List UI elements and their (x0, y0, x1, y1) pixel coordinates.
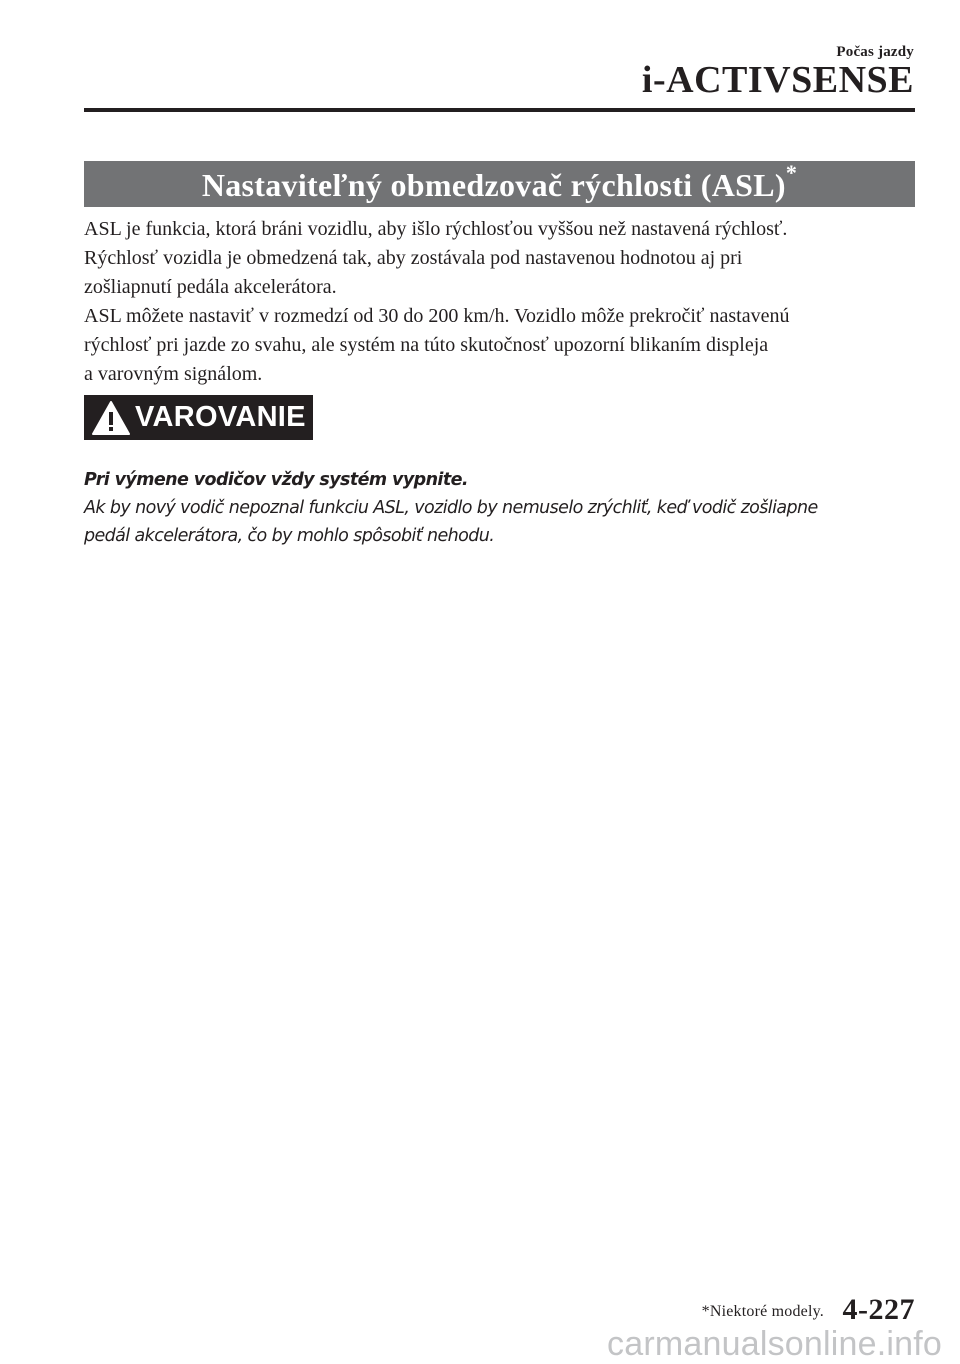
body-line: ASL je funkcia, ktorá bráni vozidlu, aby išlo rýchlosťou vyššou než nastavená rýchlosť. (84, 218, 788, 240)
warning-text (84, 466, 924, 550)
footnote: *Niektoré modely. (701, 1303, 824, 1320)
body-line: rýchlosť pri jazde zo svahu, ale systém na túto skutočnosť upozorní blikaním displeja (84, 334, 769, 356)
warning-line: pedál akcelerátora, čo by mohlo spôsobiť nehodu. (84, 526, 495, 546)
body-text (84, 215, 924, 389)
header-rule (84, 108, 915, 112)
warning-label: VAROVANIE (135, 401, 306, 433)
watermark: carmanualsonline.info (607, 1325, 942, 1363)
warning-triangle-icon (91, 400, 131, 436)
running-header-chapter: i-ACTIVSENSE (641, 59, 914, 101)
body-line: a varovným signálom. (84, 363, 263, 385)
warning-badge (84, 395, 313, 440)
section-title-bar (84, 161, 915, 207)
section-title: Nastaviteľný obmedzovač rýchlosti (ASL) (201, 167, 786, 203)
warning-lead: Pri výmene vodičov vždy systém vypnite. (84, 470, 468, 490)
body-line: ASL môžete nastaviť v rozmedzí od 30 do 200 km/h. Vozidlo môže prekročiť nastavenú (84, 305, 790, 327)
warning-line: Ak by nový vodič nepoznal funkciu ASL, vozidlo by nemuselo zrýchliť, keď vodič zošliapne (84, 498, 818, 518)
running-header-section: Počas jazdy (836, 44, 914, 60)
section-title-footnote-marker: * (785, 160, 798, 186)
body-line: Rýchlosť vozidla je obmedzená tak, aby zostávala pod nastavenou hodnotou aj pri (84, 247, 743, 269)
body-line: zošliapnutí pedála akcelerátora. (84, 276, 337, 298)
page-number: 4-227 (842, 1293, 915, 1326)
